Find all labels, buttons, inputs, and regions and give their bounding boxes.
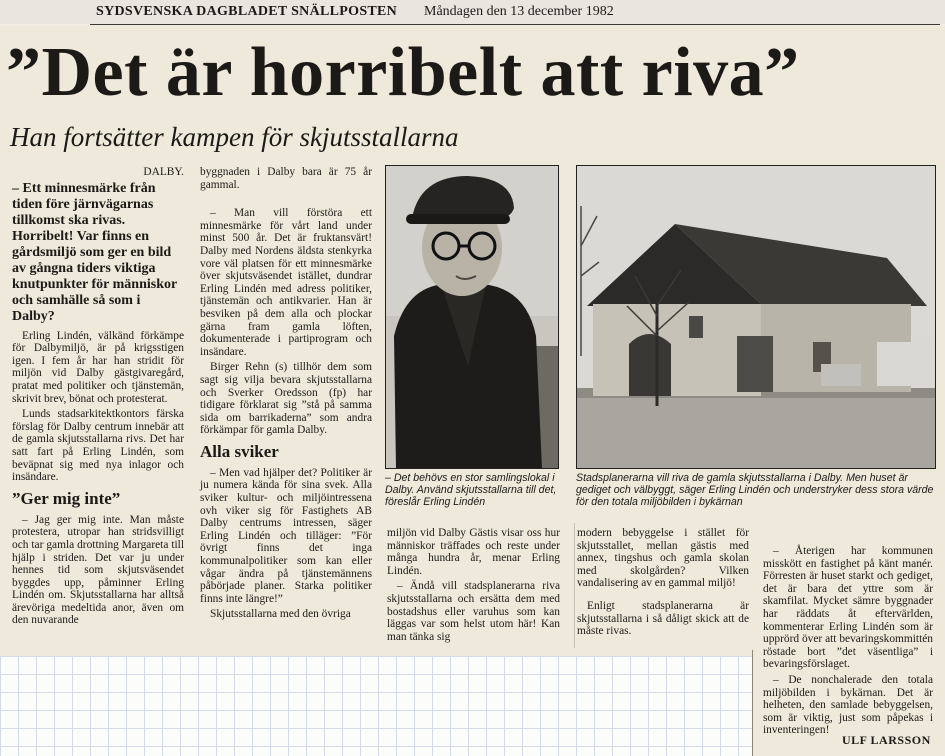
building-illustration (577, 166, 935, 468)
masthead-rule (90, 24, 940, 25)
article-column-1 (12, 166, 184, 630)
body-paragraph: – Återigen har kommunen misskött en fastighet på känt manér. Förresten är huset starkt och gediget, det är bara det yttre som är skamfilat. Mycket sämre byggnader har räddats åt eftervärlden, kommenterar Erling Lindén som är upprörd över att bevaringskommittén röstade bort ”det väsentliga” i bevaringsförslaget. (763, 545, 933, 671)
body-paragraph: – Ändå vill stadsplanerarna riva skjutsstallarna och ersätta dem med bostadshus eller varuhus som kan läggas var som helst utom här! Kan man tänka sig (387, 580, 560, 643)
body-paragraph: Enligt stadsplanerarna är skjutsstallarna i så dåligt skick att de måste rivas. (577, 599, 749, 638)
subhead-ger-mig-inte: ”Ger mig inte” (12, 488, 121, 508)
body-paragraph: Lunds stadsarkitektkontors färska förslag för Dalby centrum innebär att de gamla skjutsstallarna rivs. Det har satt fart på Erling Lindén, som beväpnat sig med nya inlagor och insändare. (12, 408, 184, 484)
building-photo (576, 165, 936, 469)
article-column-4 (577, 527, 749, 641)
portrait-caption: – Det behövs en stor samlingslokal i Dalby. Använd skjutsstallarna till det, föreslår Erling Lindén (385, 472, 557, 508)
subhead-alla-sviker: Alla sviker (200, 441, 279, 461)
article-column-5 (763, 545, 933, 740)
body-paragraph: – De nonchalerade den totala miljöbilden i bykärnan. Det är helheten, den samlade bebyggelsen, som är viktig, just som påpekas i inventeringen! (763, 673, 933, 737)
lead-paragraph: – Ett minnesmärke från tiden före järnvägarnas tillkomst ska rivas. Horribelt! Var finns en gårdsmiljö som ger en bild av gångna tiders viktiga knutpunkter för människor och samhälle så som i Dalby? (12, 180, 177, 324)
column-rule (574, 523, 575, 648)
publication-date: Måndagen den 13 december 1982 (424, 4, 614, 19)
body-paragraph: modern bebyggelse i stället för skjutsstallet, mellan gästis med annex, tingshus och gamla skolan med skolgården? Vilken vandalisering av en gammal miljö! (577, 527, 749, 590)
body-paragraph: miljön vid Dalby Gästis visar oss hur människor träffades och reste under många hundra år, menar Erling Lindén. (387, 527, 560, 577)
subheadline: Han fortsätter kampen för skjutsstallarna (10, 122, 459, 152)
dateline: DALBY. (143, 166, 184, 178)
building-caption: Stadsplanerarna vill riva de gamla skjutsstallarna i Dalby. Men huset är gediget och välbyggt, säger Erling Lindén och understryker dess stora värde för den totala miljöbilden i bykärnan (576, 472, 934, 508)
newspaper-name: SYDSVENSKA DAGBLADET SNÄLLPOSTEN (96, 4, 398, 19)
body-paragraph: Skjutsstallarna med den övriga (210, 608, 351, 621)
body-paragraph: Birger Rehn (s) tillhör dem som sagt sig vilja bevara skjutsstallarna och Sverker Oredsson (fp) har tidigare förklarat sig ”stå på samma sida om barrikaderna” som andra förkämpar för gamla Dalby. (200, 361, 372, 437)
portrait-photo (385, 165, 559, 469)
body-paragraph: byggnaden i Dalby bara är 75 år gammal. (200, 166, 372, 191)
portrait-illustration (386, 166, 558, 468)
clipping-edge (752, 650, 753, 756)
body-paragraph: – Man vill förstöra ett minnesmärke för vårt land under minst 500 år. Det är fruktansvärt! Dalby med Nordens äldsta stenkyrka vore väl platsen för ett minnesmärke över skjutsväsendet istället, dundrar Erling Lindén med adress politiker, tjänstemän och antikvarier. Han är besviken på dem alla och plockar gärna fram gamla löften, dokumenterade i partiprogram och insändare. (200, 207, 372, 358)
graph-paper-background (0, 656, 760, 756)
article-column-2 (200, 166, 372, 624)
article-column-3 (387, 527, 560, 646)
headline: ”Det är horribelt att riva” (6, 34, 800, 111)
body-paragraph: – Jag ger mig inte. Man måste protestera, utropar han stridsvilligt och tar gamla drottning Margareta till hjälp i striden. Det var ju under hennes tid som skjutsväsendet byggdes upp, påminner Erling Lindén om. Skjutsstallarna har alltså ärevöriga medeltida anor, även om den nuvarande (12, 513, 184, 627)
body-paragraph: – Men vad hjälper det? Politiker är ju numera kända för sina svek. Alla sviker kultur- och miljöintressena ovh viker sig för Fastighets AB Dalby centrums intressen, säger Erling Lindén och tilläger: ”För övrigt finns det inga kommunalpolitiker som kan eller vågar ändra på tjänstemännens påbörjade planer. Starka politiker finns inte längre!” (200, 466, 372, 605)
author-signature: ULF LARSSON (842, 733, 931, 747)
body-paragraph: Erling Lindén, välkänd förkämpe för Dalbymiljö, är på krigsstigen igen. I fem år har han stridit för miljön vid Dalby gästgivaregård, pratat med politiker och tjänstemän, skrivit brev, bönat och protesterat. (12, 329, 184, 405)
